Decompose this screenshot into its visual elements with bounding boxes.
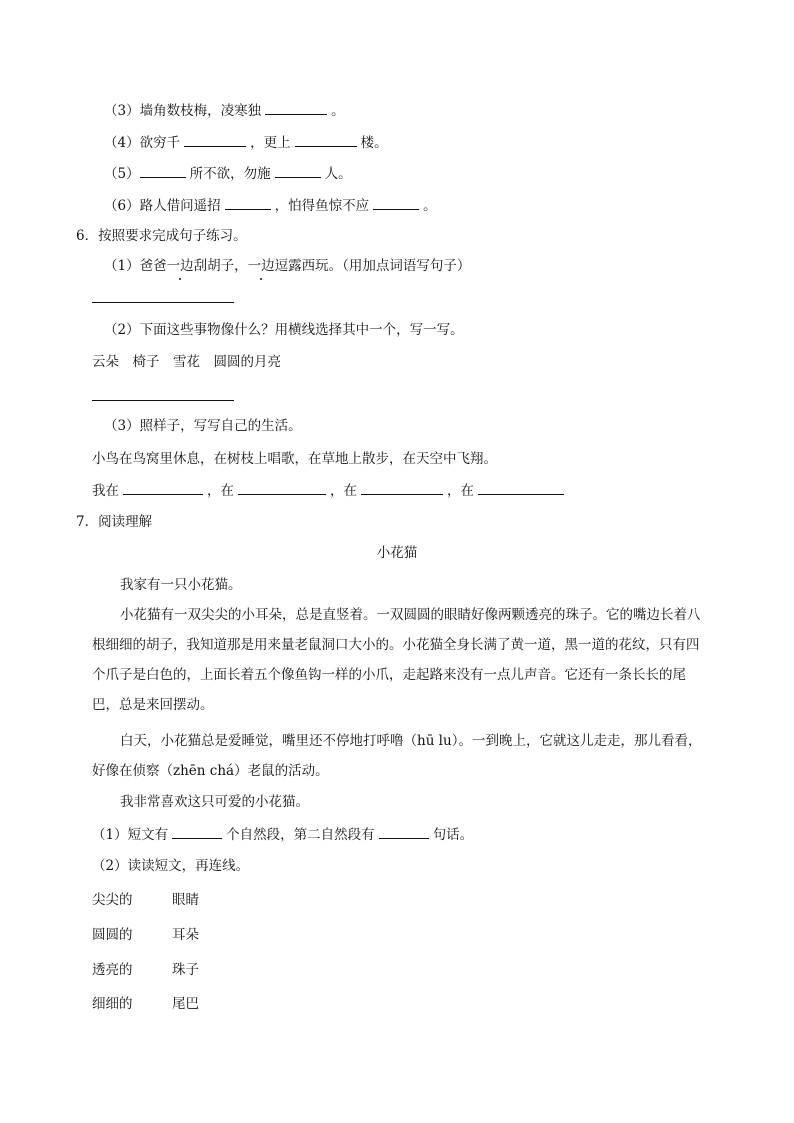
dotted-word: 一边 [166, 258, 194, 274]
q6-sub3-example: 小鸟在鸟窝里休息，在树枝上唱歌，在草地上散步，在天空中飞翔。 [92, 451, 497, 467]
answer-blank[interactable] [140, 163, 186, 178]
match-left-item[interactable]: 透亮的 [92, 962, 133, 978]
match-left-item[interactable]: 圆圆的 [92, 927, 133, 943]
story-paragraph-4: 我非常喜欢这只可爱的小花猫。 [120, 794, 309, 810]
answer-blank[interactable] [172, 824, 222, 839]
answer-blank[interactable] [184, 132, 246, 147]
story-title: 小花猫 [376, 545, 418, 561]
poem-line-5: （5） 所不欲，勿施 人。 [104, 163, 352, 184]
q6-sub3: （3）照样子，写写自己的生活。 [104, 418, 302, 434]
story-paragraph-3: 白天，小花猫总是爱睡觉，嘴里还不停地打呼噜（hū lu）。一到晚上，它就这儿走走，那儿看看，好像在侦察（zhēn chá）老鼠的活动。 [92, 733, 702, 779]
story-paragraph-1: 我家有一只小花猫。 [120, 577, 242, 593]
match-left-item[interactable]: 尖尖的 [92, 892, 133, 908]
answer-blank[interactable] [238, 480, 326, 495]
answer-blank[interactable] [478, 480, 564, 495]
q6-sub2-items: 云朵 椅子 雪花 圆圆的月亮 [92, 354, 281, 370]
q7-sub2: （2）读读短文，再连线。 [92, 858, 250, 874]
match-right-item[interactable]: 珠子 [172, 962, 199, 978]
dotted-word: 一边 [247, 258, 275, 274]
match-right-item[interactable]: 眼睛 [172, 892, 199, 908]
answer-blank[interactable] [295, 132, 357, 147]
question-7-title: 7．阅读理解 [76, 514, 153, 530]
q6-sub2: （2）下面这些事物像什么？用横线选择其中一个，写一写。 [104, 322, 464, 338]
poem-line-6: （6）路人借问遥招 ，怕得鱼惊不应 。 [104, 195, 437, 216]
story-paragraph-2: 小花猫有一双尖尖的小耳朵，总是直竖着。一双圆圆的眼睛好像两颗透亮的珠子。它的嘴边长着八根细细的胡子，我知道那是用来量老鼠洞口大小的。小花猫全身长满了黄一道，黑一道的花纹，只有四个爪子是白色的，上面长着五个像鱼钩一样的小爪，走起路来没有一点儿声音。它还有一条长长的尾巴，总是来回摆动。 [92, 607, 701, 713]
q6-sub3-answer: 我在 ，在 ，在 ，在 [92, 480, 568, 501]
q6-sub1: （1）爸爸一边刮胡子，一边逗露西玩。（用加点词语写句子） [104, 258, 471, 274]
match-right-item[interactable]: 耳朵 [172, 927, 199, 943]
answer-blank[interactable] [123, 480, 203, 495]
answer-blank[interactable] [379, 824, 429, 839]
poem-line-3: （3）墙角数枝梅，凌寒独 。 [104, 100, 345, 121]
q7-sub1: （1）短文有 个自然段，第二自然段有 句话。 [92, 824, 473, 845]
poem-line-4: （4）欲穷千 ，更上 楼。 [104, 132, 388, 153]
answer-blank[interactable] [275, 163, 321, 178]
answer-blank[interactable] [361, 480, 443, 495]
question-6-title: 6．按照要求完成句子练习。 [76, 228, 247, 244]
answer-blank[interactable] [225, 195, 271, 210]
answer-blank[interactable] [265, 100, 327, 115]
match-left-item[interactable]: 细细的 [92, 996, 133, 1012]
answer-line[interactable] [92, 302, 234, 303]
answer-blank[interactable] [373, 195, 419, 210]
answer-line[interactable] [92, 400, 234, 401]
match-right-item[interactable]: 尾巴 [172, 996, 199, 1012]
